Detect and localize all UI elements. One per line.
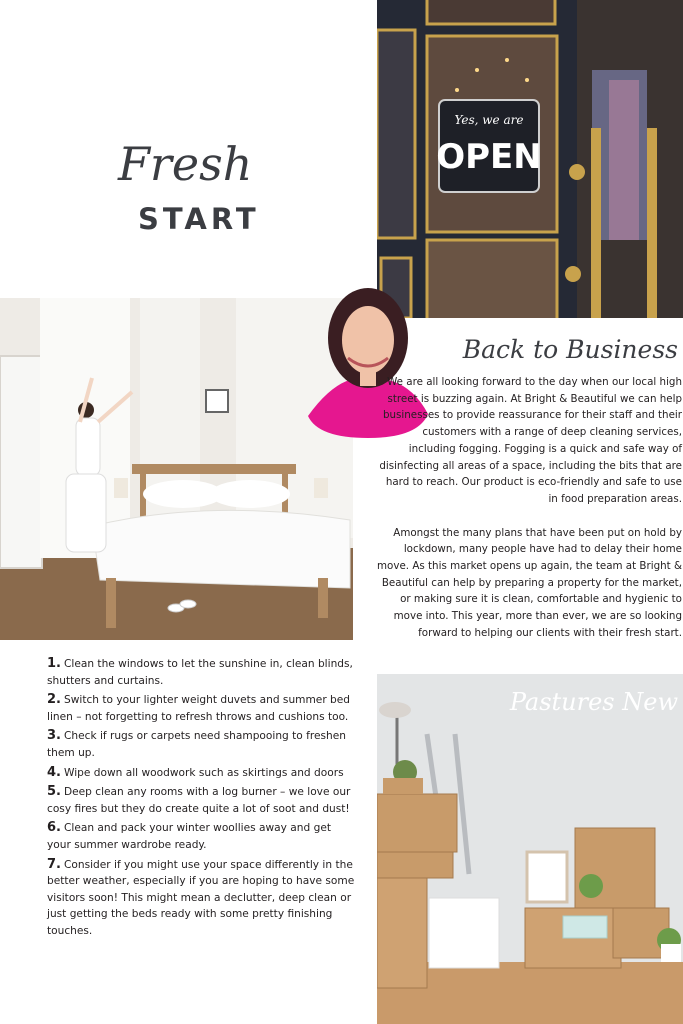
checklist-number: 7. — [47, 856, 61, 872]
business-article — [376, 374, 682, 659]
checklist-number: 6. — [47, 820, 61, 836]
business-heading-text: Back to Business — [462, 335, 678, 364]
checklist-number: 1. — [47, 656, 61, 671]
checklist-number: 5. — [47, 784, 61, 800]
checklist-text: Consider if you might use your space differently in the better weather, especially if you are hoping to have some visitors soon! This might mean a declutter, deep clean or just getting the beds ready with some pretty finishing touches. — [47, 858, 355, 937]
pastures-heading-text: Pastures New — [509, 688, 678, 716]
checklist-item — [47, 784, 357, 817]
checklist-text: Check if rugs or carpets need shampooing to freshen them up. — [47, 730, 346, 759]
pastures-heading — [484, 682, 680, 722]
business-paragraph: We are all looking forward to the day when our local high street is buzzing again. At Bright & Beautiful we can help businesses to provide reassurance for their staff and their customers with a range of deep cleaning services, including fogging. Fogging is a quick and safe way of disinfecting all areas of a space, including the bits that are hard to reach. Our product is eco-friendly and safe to use in food preparation areas. — [379, 376, 682, 505]
checklist-item — [47, 857, 357, 940]
cleaning-checklist — [47, 656, 357, 943]
checklist-item — [47, 820, 357, 853]
checklist-text: Clean the windows to let the sunshine in, clean blinds, shutters and curtains. — [47, 658, 353, 687]
checklist-number: 4. — [47, 764, 61, 780]
shop-sign-text: Yes, we are — [454, 113, 524, 127]
title-start: START — [138, 202, 260, 236]
shop-door-photo — [377, 0, 683, 318]
checklist-text: Clean and pack your winter woollies away and get your summer wardrobe ready. — [47, 822, 332, 851]
checklist-item — [47, 728, 357, 761]
checklist-text: Wipe down all woodwork such as skirtings and doors — [63, 766, 344, 779]
checklist-item — [47, 765, 357, 782]
checklist-text: Deep clean any rooms with a log burner – we love our cosy fires but they do create quite a lot of soot and dust! — [47, 786, 351, 815]
checklist-text: Switch to your lighter weight duvets and summer bed linen – not forgetting to refresh throws and cushions too. — [47, 694, 351, 723]
shop-sign-open: OPEN — [436, 137, 542, 177]
checklist-item — [47, 656, 357, 689]
moving-boxes-photo — [377, 674, 683, 1024]
title-script-text: Fresh — [118, 137, 253, 191]
business-paragraph: Amongst the many plans that have been put on hold by lockdown, many people have had to delay their home move. As this market opens up again, the team at Bright & Beautiful can help by preparing a property for the market, or making sure it is clean, comfortable and hygienic to move into. This year, more than ever, we are so looking forward to helping our clients with their fresh start. — [377, 526, 682, 639]
checklist-number: 3. — [47, 728, 61, 744]
business-heading — [456, 326, 680, 370]
checklist-item — [47, 692, 357, 725]
checklist-number: 2. — [47, 692, 61, 708]
